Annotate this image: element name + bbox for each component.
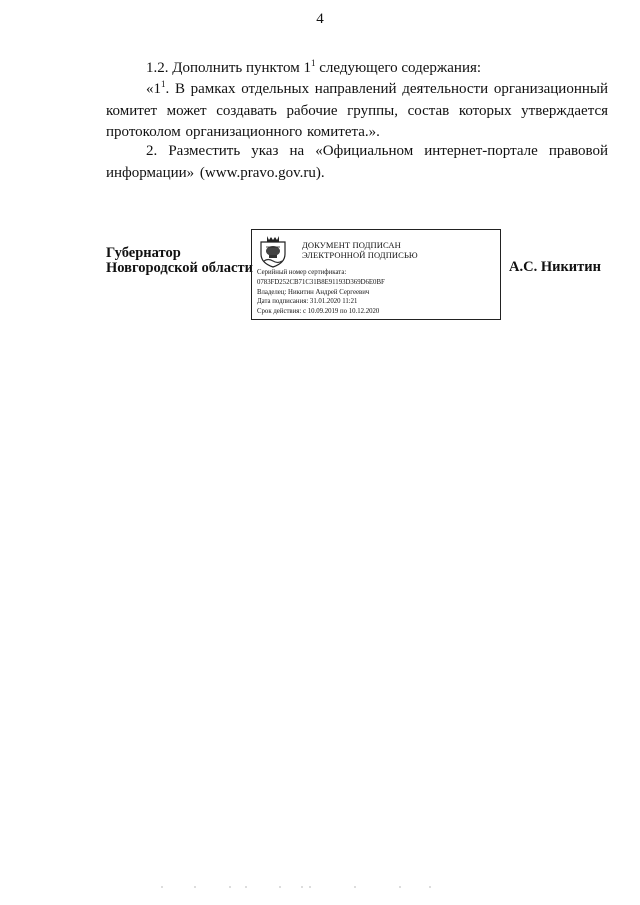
page-number: 4 xyxy=(316,11,324,27)
paragraph-text: 1.2. Дополнить пунктом 1 xyxy=(146,60,311,76)
electronic-signature-stamp xyxy=(251,229,501,320)
paragraph-1-2 xyxy=(106,58,608,80)
certificate-label: Серийный номер сертификата: xyxy=(257,269,347,276)
signatory-name: А.С. Никитин xyxy=(509,259,601,275)
signatory-title-line2: Новгородской области xyxy=(106,259,253,276)
certificate-serial: 0783FD252CB71C31B8E91193D369D6E0BF xyxy=(257,278,385,286)
coat-of-arms-icon xyxy=(258,234,288,268)
paragraph-2: 2. Разместить указ на «Официальном интернет-портале правовой информации» (www.pravo.gov.ru). xyxy=(106,143,608,181)
certificate-owner: Владелец: Никитин Андрей Сергеевич xyxy=(257,288,370,296)
superscript: 1 xyxy=(161,79,166,89)
paragraph-text: следующего содержания: xyxy=(315,60,482,76)
superscript: 1 xyxy=(310,58,316,68)
signatory-title xyxy=(106,246,253,275)
stamp-header xyxy=(302,240,418,260)
paragraph-text: . В рамках отдельных направлений деятельности организационный комитет может создавать рабочие группы, состав которых утверждается протоколом организационного комитета.». xyxy=(106,81,608,140)
clause-number: «1 xyxy=(146,81,161,97)
validity-period: Срок действия: с 10.09.2019 по 10.12.2020 xyxy=(257,308,380,316)
scan-artifact-dots xyxy=(150,885,450,889)
signing-date: Дата подписания: 31.01.2020 11:21 xyxy=(257,298,358,306)
paragraph-quoted-clause xyxy=(106,79,608,144)
stamp-details xyxy=(257,268,385,317)
stamp-header-line1: ДОКУМЕНТ ПОДПИСАН xyxy=(302,240,401,250)
signatory-title-line1: Губернатор xyxy=(106,245,181,261)
stamp-header-line2: ЭЛЕКТРОННОЙ ПОДПИСЬЮ xyxy=(302,250,418,260)
